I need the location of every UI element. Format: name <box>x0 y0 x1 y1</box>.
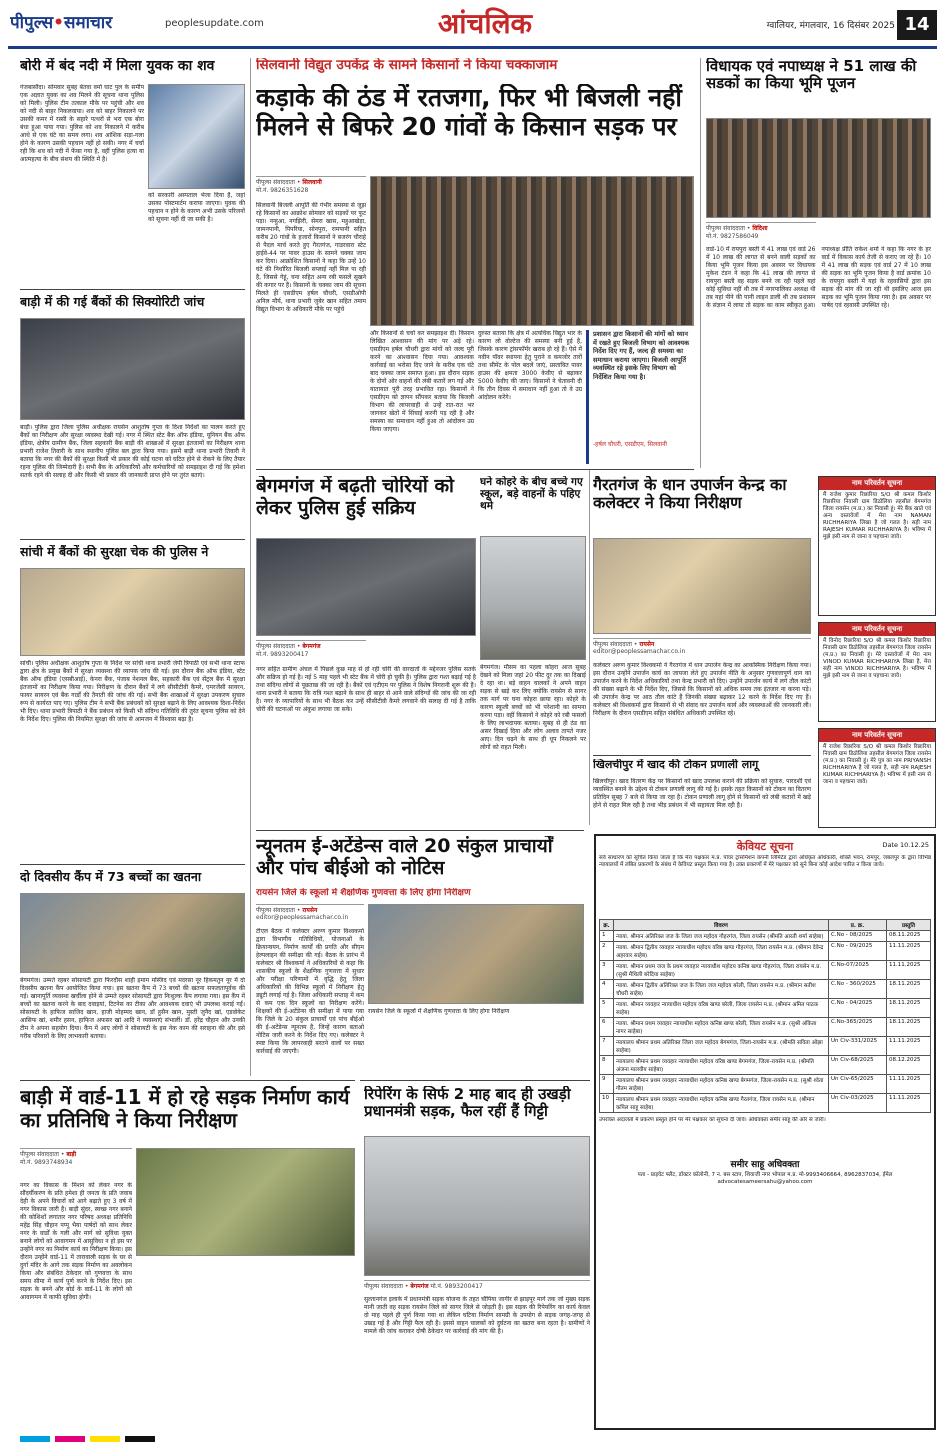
caveat-date: Date 10.12.25 <box>882 841 929 849</box>
credit-notice-email: editor@peoplessamachar.co.in <box>256 914 349 921</box>
caveat-intro: सर्व साधारण को सूचित किया जाता है कि मेरा पक्षकार म.प्र. पॉवर ट्रांसमिशन कंपनी लिमिटेड द्वारा अधिकृत अधिकारी, शक्ति भवन, रामपुर, जबलपुर के द्वारा विभिन्न न्यायालयों में लंबित प्रकरणों के संबंध में केवियट प्रस्तुत किया गया है। उक्त प्रकरणों में मेरे पक्षकार को सुने बिना कोई आदेश पारित न किया जावे। <box>599 855 931 868</box>
column-divider <box>700 58 701 468</box>
photo-meeting <box>368 904 584 1004</box>
caveat-cell-case: C.No-365/2025 <box>829 1018 887 1037</box>
story-banks-body: बाड़ी। पुलिस द्वारा जिला पुलिस अधीक्षक रायसेन आशुतोष गुप्ता के दिशा निर्देशों का पालन करते हुए बैंकों का निरीक्षण और सुरक्षा व्यवस्था देखी गई। नगर में स्थित स्टेट बैंक ऑफ इंडिया, यूनियन बैंक ऑफ इंडिया, क्षेत्रीय ग्रामीण बैंक, जिला सहकारी बैंक बाड़ी की शाखाओं में सुरक्षा इंतजामों का निरीक्षण थाना प्रभारी राजेश तिवारी के साथ स्थानीय पुलिस बल द्वारा किया गया। इसमें बाड़ी थाना प्रभारी तिवारी ने बताया कि नगर की बैंकों की सुरक्षा किसी भी प्रकार की कोई घटना को घटित होने से रोकने के लिए तैयार रहना पुलिस की जिम्मेदारी है। सभी बैंक के अधिकारियों और कर्मचारियों को समझाइश दी गई कि हमेशा सतर्क रहने की सलाह दी और किसी भी प्रकार की जानकारी प्राप्त होने पर तुरंत बताएं। <box>20 424 245 479</box>
credit-dhan-email: editor@peoplessamachar.co.in <box>593 648 686 655</box>
caveat-title: केवियट सूचना <box>736 840 794 853</box>
credit-pmgsy-name: पीपुल्स संवाददाता <box>364 1283 403 1290</box>
name-change-title-1: नाम परिवर्तन सूचना <box>819 477 935 490</box>
name-change-title-3: नाम परिवर्तन सूचना <box>819 729 935 742</box>
dateline: ग्वालियर, मंगलवार, 16 दिसंबर 2025 <box>766 21 895 31</box>
story-main-body1: सिलवानी बिजली आपूर्ति की गंभीर समस्या से जूझ रहे किसानों का आक्रोश सोमवार को सड़कों पर फूट पड़ा। नन्हुआ, नगझिरी, सेमरा खास, महुआखेड़ा, जामनपानी, पिपरिया, सोनपुरा, रामपानी सहित करीब 20 गांवों के हजारों किसानों ने बजरंग चौराहे से पैदल मार्च करते हुए गैरतगंज, गाडरवारा स्टेट हाईवे-44 पर पावर हाउस के सामने चक्का जाम कर दिया। आक्रोशित किसानों ने कहा कि उन्हें 10 घंटे की निर्धारित बिजली सप्लाई नहीं मिल पा रही है, जिससे गेहूं, चना सहित अन्य रबी फसलें सूखने की कगार पर हैं। किसानों के चक्का जाम की सूचना मिलते ही एसडीएम हर्षल चौधरी, एसडीओपी अनिल मौर्य, थाना प्रभारी जुबेर खान सहित तमाम विद्युत विभाग के अधिकारी मौके पर पहुंचे <box>256 202 366 313</box>
caveat-cell-date: 18.11.2025 <box>887 999 931 1018</box>
story-bori-body1: गंजबासौदा। सोमवार सुबह बेतवा वर्मा घाट पुल के समीप एक अज्ञात युवक का शव मिलने की सूचना थाना पुलिस को मिली। पुलिस टीम तत्काल मौके पर पहुंची और शव को नदी से बाहर निकलवाया। शव को बाहर निकालने पर उसकी कमर में रस्सी के सहारे पत्थरों से भरा एक बोरा बंधा हुआ पाया गया। पुलिस को शव निकालने में करीब आधे से एक घंटे का समय लगा। शव आंशिक सड़ा-गला होने के कारण उसकी पहचान नहीं हो सकी। नगर में चर्चा रही कि शव को नदी में फेंका गया है, वहीं पुलिस हत्या या आत्महत्या के बीच संशय की स्थिति में है। <box>20 84 144 163</box>
caveat-col-date: प्रस्तुति <box>887 920 931 931</box>
credit-bhoomi-mobile: मो.नं. 9827586049 <box>706 233 759 240</box>
headline-bhoomi: विधायक एवं नपाध्यक्ष ने 51 लाख की सडकों का किया भूमि पूजन <box>706 58 917 93</box>
name-change-body-1: मैं राजेश कुमार रिछारिया S/O श्री कमल किशोर रिछारिया निवासी ग्राम डिठोलिया तहसील बेगमगंज जिला रायसेन (म.प्र.) का निवासी हूं। मेरे बैंक खाते एवं अन्य दस्तावेजों में मेरा नाम NAMAN RICHHARIYA लिखा है जो गलत है। सही नाम RAJESH KUMAR RICHHARIYA है। भविष्य में मुझे इसी नाम से जाना व पहचाना जावे। <box>823 492 931 540</box>
caveat-cell-no: 5 <box>600 999 614 1018</box>
photo-river-body <box>148 84 245 189</box>
caveat-cell-case: Un Civ-03/2025 <box>829 1094 887 1113</box>
story-sadak-body: नगर का विकास के मिशन को लेकर नगर के सौंदर्यीकरण के प्रति हमेशा ही जनता के प्रति जवाब देही के अपने विचारों को आगे बढ़ाते हुए 3 वर्ष में नगर विकास जारी है। बाड़ी सुंदर, स्वच्छ नगर बनाने की कोशिशों लगातार नगर परिषद अध्यक्ष प्रतिनिधि महेंद्र सिंह चौहान पप्पू भैया पार्षदों को साथ लेकर नगर के वार्डों के गली और मार्ग को सुविधा युक्त बनाने लोगों को आवागमन में आसुविधा न हो इस पर उन्होंने नगर का निर्माण कार्य का निरीक्षण किया। इस दौरान उन्होंने वार्ड-11 में तारावाली सड़क के घर से दुर्गा मंदिर के आगे तक सड़क निर्माण का अवलोकन किया और संबंधित ठेकेदार को गुणवत्ता के साथ समय सीमा में कार्य पूर्ण करने के निर्देश दिए। इस सड़क के बनने और बोर्ड के वार्ड-11 के लोगों को आवागमन में काफी सुविधा होगी। <box>20 1182 132 1301</box>
headline-sadak: बाड़ी में वार्ड-11 में हो रहे सड़क निर्माण कार्य का प्रतिनिधि ने किया निरीक्षण <box>20 1086 350 1132</box>
story-bhoomi-body: वार्ड-10 में रायपुरा बस्ती में 41 लाख एवं वार्ड 26 में 10 लाख की लागत से बनने वाली सड़कों का किया भूमि पूजन किया इस अवसर पर विधायक मुकेश टंडन ने कहा कि 41 लाख की लागत से रायपुरा बस्ती वह सड़क बनने जा रही पहले यहां कोई सुविधा नहीं थी तब में नगरपालिका अध्यक्ष थी तब यहां पीने की पानी लाइन डाली थी तब प्रशासन के संज्ञान में लाया तो सड़क का काम स्वीकृत हुआ। नपाध्यक्ष प्रीति राकेश शर्मा ने कहा कि नगर के हर वार्ड में विकास कार्य तेजी से कराए जा रहे हैं। 10 में 41 लाख की सड़क एवं वार्ड 27 में 10 लाख की सड़क का भूमि पूजन किया है वार्ड क्रमांक 10 के रायपुरा बस्ती में यहां के रहवासियों द्वारा इस सड़क की मांग की जा रही थी इसलिए आज इस सड़क का भूमि पूजन किया गया है। इस अवसर पर पार्षद एवं रहवासी उपस्थित रहे। <box>706 246 931 309</box>
headline-dhan: गैरतगंज के धान उपार्जन केन्द्र का कलेक्टर ने किया निरीक्षण <box>593 476 787 513</box>
credit-main-place: सिलवानी <box>302 179 322 186</box>
caveat-cell-detail: न्यायालय श्रीमान प्रथम व्यवहार न्यायाधीश महोदय कनिष्ठ खण्ड गैरतगंज, जिला रायसेन म.प्र. (श्रीमान कपिल साहू साहेब) <box>614 1094 829 1113</box>
caveat-cell-detail: न्याया. श्रीमान प्रथम जज के प्रथम व्यवहार न्यायाधीश महोदय कनिष्ठ खण्ड गौहरगंज, जिला रायसेन म.प्र. (सुश्री मैथिली बरेदिया साहेबा) <box>614 961 829 980</box>
name-change-body-2: मैं विनोद रिछारिया S/O श्री कमल किशोर रिछारिया निवासी ग्राम डिठोलिया तहसील बेगमगंज जिला रायसेन (म.प्र.) का निवासी हूं। मेरे दस्तावेजों में मेरा नाम VINOD KUMAR RICHHARIYA लिखा है, मेरा सही नाम VINOD RICHHARIYA है। भविष्य में मुझे इसी नाम से जाना व पहचाना जावे। <box>823 638 931 679</box>
story-main-body3: दुरुस्त बताया कि क्षेत्र में अत्यधिक विद्युत भार के कारण लो वोल्टेज की समस्या बनी हुई है, जिसके कारण ट्रांसफॉर्मर खराब हो रहे हैं। ऐसे में नवीन पॉवर स्थापना हेतु पुराने व कमजोर तारों तथा सीमेंट के पोल बदले जाएं, प्रस्तावित पावर हाउस की क्षमता 3000 केवीए से बढ़ाकर 5000 केवीए की जाए। किसानों ने चेतावनी दी कि तीन दिवस में समाधान नहीं हुआ तो वे उग्र आंदोलन करेंगे। <box>478 330 582 401</box>
masthead-rule <box>8 46 937 49</box>
headline-khaad: खिलचीपुर में खाद की टोकन प्रणाली लागू <box>593 759 759 771</box>
caveat-cell-case: C.No - 08/2025 <box>829 931 887 942</box>
name-change-title-2: नाम परिवर्तन सूचना <box>819 623 935 636</box>
caveat-cell-date: 18.11.2025 <box>887 980 931 999</box>
caveat-cell-detail: न्याया. श्रीमान द्वितीय अतिरिक्त जज के जिला जज महोदय बरेली, जिला रायसेन म.प्र. (श्रीमान सतीश चौधरी साहेब) <box>614 980 829 999</box>
credit-dhan-name: पीपुल्स संवाददाता <box>593 641 632 648</box>
caveat-col-no: क्र. <box>600 920 614 931</box>
headline-bori: बोरी में बंद नदी में मिला युवक का शव <box>20 58 215 74</box>
masthead <box>0 0 945 48</box>
photo-fog <box>480 536 586 660</box>
kicker-main: सिलवानी विद्युत उपकेंद्र के सामने किसानों ने किया चक्काजाम <box>256 58 558 73</box>
column-divider <box>250 58 251 1076</box>
divider <box>256 469 694 470</box>
caveat-cell-date: 08.12.2025 <box>887 1056 931 1075</box>
story-chori-body: नगर सहित ग्रामीण अंचल में पिछले कुछ माह से हो रही चोरी की वारदातों के मद्देनजर पुलिस सतर्क और सक्रिय हो गई है। नई 5 माह पहले भी स्टेट बैंक में चोरी हो चुकी है। पुलिस द्वारा गश्त बढ़ाई गई है तथा संदिग्ध लोगों से पूछताछ की जा रही है। बैंकों एवं एटीएम पर पुलिस ने विशेष निगरानी शुरू की है। थाना प्रभारी ने बताया कि रात्रि गश्त बढ़ाने के साथ ही बाहर से आने वाले संदिग्धों की जांच की जा रही है। नगर के व्यापारियों के साथ भी बैठक कर उन्हें सीसीटीवी कैमरे लगवाने की सलाह दी गई है ताकि चोरी की घटनाओं पर अंकुश लगाया जा सके। <box>256 666 476 713</box>
caveat-table <box>599 919 931 1113</box>
caveat-cell-date: 18.11.2025 <box>887 1018 931 1037</box>
caveat-cell-case: Un Civ-65/2025 <box>829 1075 887 1094</box>
caveat-row <box>600 1056 931 1075</box>
caveat-footer: उपरोक्त अदालतों में प्रकरण प्रस्तुत होने पर मेरे पक्षकार को सूचना दी जावे। अधिवक्ता समीर साहू की ओर से जारी। <box>599 1117 826 1123</box>
credit-chori-name: पीपुल्स संवाददाता <box>256 643 295 650</box>
caveat-row <box>600 961 931 980</box>
caveat-cell-date: 11.11.2025 <box>887 942 931 961</box>
caveat-cell-no: 3 <box>600 961 614 980</box>
story-dhan-body: कलेक्टर अरुण कुमार विश्वकर्मा ने गैरतगंज में धान उपार्जन केन्द्र का आकस्मिक निरीक्षण किया गया। इस दौरान उन्होंने उपार्जन कार्य का जायजा लेते हुए उपार्जन नीति के अनुसार गुणवत्तापूर्ण धान का उपार्जन करने के निर्देश अधिकारियों तथा केन्द्र प्रभारी को दिए। उन्होंने उपार्जन कार्य में लगे तौल कांटों की संख्या बढ़ाने के भी निर्देश दिए, जिससे कि किसानों को अधिक समय तक इंतजार ना करना पड़े। श्री उपार्जन केन्द्र पर आठ तौल कांटे हैं जिनकी संख्या बढ़ाकर 12 करने के निर्देश दिए गए हैं। कलेक्टर श्री विश्वकर्मा द्वारा किसानों से भी संवाद कर उपार्जन कार्य और व्यवस्थाओं की जानकारी ली। निरीक्षण के दौरान एसडीएम सहित संबंधित अधिकारी उपस्थित रहे। <box>593 662 811 717</box>
credit-sadak-mobile: मो.नं. 9893748934 <box>20 1159 73 1166</box>
caveat-cell-case: Un Civ-331/2025 <box>829 1037 887 1056</box>
caveat-cell-case: C.No - 360/2025 <box>829 980 887 999</box>
photo-police <box>256 538 476 636</box>
story-notice-body-cont <box>368 1008 584 1076</box>
name-change-body-3: मैं राजेश रिछारिया S/O श्री कमल किशोर रिछारिया निवासी ग्राम डिठोलिया तहसील बेगमगंज जिला रायसेन (म.प्र.) का निवासी हूं। मेरे पुत्र का नाम PRIYANSH RICHHARIYA है जो गलत है, सही नाम RAJESH KUMAR RICHHARIYA है। भविष्य में इसी नाम से जाना व पहचाना जावे। <box>823 744 931 785</box>
caveat-cell-no: 7 <box>600 1037 614 1056</box>
credit-notice: पीपुल्स संवाददाता • रायसेन editor@peoplessamachar.co.in <box>256 904 364 926</box>
caveat-cell-date: 11.11.2025 <box>887 1037 931 1056</box>
caveat-row <box>600 980 931 999</box>
section-title: आंचलिक <box>437 7 533 40</box>
credit-chori-mobile: मो.नं. 9893200417 <box>256 651 309 658</box>
photo-dhan-inspection <box>593 538 811 634</box>
caveat-cell-detail: न्याया. श्रीमान व्यवहार न्यायाधीश महोदय वरिष्ठ खण्ड बरेली, जिला रायसेन म.प्र. (श्रीमान अमित पाठक साहेब) <box>614 999 829 1018</box>
brand-right: समाचार <box>63 13 113 33</box>
credit-chori: पीपुल्स संवाददाता • बेगमगंज मो.नं. 9893200417 <box>256 640 366 662</box>
divider <box>20 864 245 865</box>
headline-pmgsy: रिपेरिंग के सिर्फ 2 माह बाद ही उखड़ी प्रधानमंत्री सड़क, फैल रहीं हैं गिट्टी <box>364 1086 571 1121</box>
credit-pmgsy-mobile: मो.नं. 9893200417 <box>430 1283 483 1290</box>
caveat-notice <box>594 834 936 1430</box>
caveat-row <box>600 1094 931 1113</box>
caveat-cell-no: 4 <box>600 980 614 999</box>
caveat-cell-date: 11.11.2025 <box>887 961 931 980</box>
credit-sadak-name: पीपुल्स संवाददाता <box>20 1151 59 1158</box>
divider <box>20 1080 355 1081</box>
photo-sadak <box>136 1148 355 1256</box>
caveat-cell-date: 11.11.2025 <box>887 1075 931 1094</box>
caveat-col-case: प्र. क्र. <box>829 920 887 931</box>
credit-bhoomi-name: पीपुल्स संवाददाता <box>706 225 745 232</box>
headline-banks: बाड़ी में की गई बैंकों की सिक्योरिटी जांच <box>20 295 205 309</box>
caveat-cell-detail: न्याया. श्रीमान प्रथम व्यवहार न्यायाधीश महोदय कनिष्ठ खण्ड बरेली, जिला रायसेन म.प्र. (सुश्री अंकिता नागर साहेबा) <box>614 1018 829 1037</box>
credit-main-mobile: मो.नं. 9826351628 <box>256 187 309 194</box>
caveat-cell-date: 11.11.2025 <box>887 1094 931 1113</box>
caveat-cell-detail: न्यायालय श्रीमान प्रथम व्यवहार न्यायाधीश महोदय वरिष्ठ खण्ड बेगमगंज, जिला-रायसेन म.प्र. (श्रीमति अंजना मालवीय साहेबा) <box>614 1056 829 1075</box>
brand-left: पीपुल्स <box>10 13 54 33</box>
story-khaad-body: खिलचीपुर। खाद वितरण केंद्र पर किसानों को खाद उपलब्ध कराने की प्रक्रिया को सुचारु, पारदर्शी एवं व्यवस्थित बनाने के उद्देश्य से टोकन प्रणाली लागू की गई है। इसके तहत किसानों को टोकन का वितरण प्रतिदिन सुबह 7 बजे से किया जा रहा है। टोकन प्रणाली लागू होने से किसानों को लंबी कतारों में खड़े होने से राहत मिल रही है तथा भीड़ प्रबंधन में भी सहायता मिल रही है। <box>593 778 811 809</box>
name-change-notice-2 <box>818 622 936 722</box>
caveat-row <box>600 1018 931 1037</box>
caveat-cell-detail: न्यायालय श्रीमान प्रथम व्यवहार न्यायाधीश महोदय कनिष्ठ खण्ड बेगमगंज, जिला-रायसेन म.प्र. (सुश्री श्वेता गौतम साहेबा) <box>614 1075 829 1094</box>
credit-dhan: पीपुल्स संवाददाता • रायसेन editor@peoplessamachar.co.in <box>593 638 811 660</box>
photo-farmers-protest <box>370 176 694 326</box>
headline-camp: दो दिवसीय कैंप में 73 बच्चों का खतना <box>20 870 202 884</box>
caveat-col-detail: विवरण <box>614 920 829 931</box>
caveat-cell-no: 10 <box>600 1094 614 1113</box>
credit-dhan-place: रायसेन <box>639 641 655 648</box>
credit-main-name: पीपुल्स संवाददाता <box>256 179 295 186</box>
credit-bhoomi-place: विदिशा <box>752 225 768 232</box>
headline-notice: न्यूनतम ई-अटेंडेन्स वाले 20 संकुल प्राचार्यों और पांच बीईओ को नोटिस <box>256 836 553 879</box>
credit-notice-name: पीपुल्स संवाददाता <box>256 907 295 914</box>
story-bori-body2: को सरकारी अस्पताल भेजा दिया है, जहां उसका पोस्टमार्टम कराया जाएगा। युवक की पहचान न होने के कारण अभी उसके परिजनों को सूचना नहीं दी जा सकी है। <box>148 192 245 223</box>
headline-main: कड़ाके की ठंड में रतजगा, फिर भी बिजली नहीं मिलने से बिफरे 20 गांवों के किसान सड़क पर <box>256 84 682 141</box>
credit-main: पीपुल्स संवाददाता • सिलवानी मो.नं. 9826351628 <box>256 176 366 198</box>
name-change-notice-3 <box>818 728 936 828</box>
column-divider <box>589 470 590 825</box>
caveat-table-header <box>600 920 931 931</box>
credit-notice-place: रायसेन <box>302 907 318 914</box>
registration-marks <box>0 1434 945 1444</box>
divider <box>360 1080 590 1081</box>
subhead-notice: रायसेन जिले के स्कूलों में शैक्षणिक गुणवत्ता के लिए होगा निरीक्षण <box>256 888 471 898</box>
headline-sanchi: सांची में बैंकों की सुरक्षा चेक की पुलिस ने <box>20 545 209 559</box>
photo-bank-check <box>20 318 245 420</box>
caveat-row <box>600 1075 931 1094</box>
caveat-cell-detail: न्यायालय श्रीमान प्रथम अतिरिक्त जिला जज महोदय बेगमगंज, जिला-रायसेन म.प्र. (श्रीमति सविता ओझा साहेबा) <box>614 1037 829 1056</box>
photo-bhoomi-pujan <box>706 118 931 218</box>
story-camp-body: बेगमगंज। उम्मते रहबर सोसायटी द्वारा फिरदौस शाही इमाम मस्जिद एवं मदरसा नूर हिकमतुन नूर में दो दिवसीय खतना कैंप आयोजित किया गया। इस खतना कैंप में 73 बच्चों की खतना सफलतापूर्वक की गई। खानापूर्ति व्यवस्था खर्चीला होने से उम्मते रहबर सोसायटी द्वारा निःशुल्क कैंप लगाया गया। इस कैंप में बच्चों का खतना करने के बाद दवाइयां, टिटनेस का टीका और आवश्यक दवाएं भी उपलब्ध कराई गईं। सोसायटी के हाफिज साजिद खान, हाजी मोहम्मद खान, डॉ हुसैन खान, मुस्ती जुनैद खां, एडवोकेट आसिफ खां, शमीर हसन, हाफिज अफसर खां आदि ने व्यवस्थाएं संभालीं। डॉ. हरेंद्र चौहान और उनकी टीम ने अपना सहयोग दिया। कैंप में आए लोगों ने सोसायटी के इस नेक काम की सराहना की और इसे गरीब परिवारों के लिए लाभकारी बताया। <box>20 977 245 1040</box>
credit-sadak-place: बाड़ी <box>66 1151 77 1158</box>
caveat-cell-case: Un Civ-68/2025 <box>829 1056 887 1075</box>
quote-text: प्रशासन द्वारा किसानों की मांगों को ध्यान में रखते हुए बिजली विभाग को आवश्यक निर्देश दिए गए हैं, जल्द ही समस्या का समाधान कराया जाएगा। बिजली आपूर्ति व्यवस्थित रहे इसके लिए विभाग को निर्देशित किया गया है। <box>593 330 690 381</box>
caveat-cell-no: 1 <box>600 931 614 942</box>
headline-chori: बेगमगंज में बढ़ती चोरियों को लेकर पुलिस हुई सक्रिय <box>256 476 454 519</box>
photo-camp <box>20 893 245 973</box>
caveat-row <box>600 931 931 942</box>
page-number: 14 <box>897 10 937 40</box>
quote-box <box>586 330 694 464</box>
headline-fog: घने कोहरे के बीच बच्चे गए स्कूल, बड़े वाहनों के पहिए थमे <box>480 476 583 513</box>
website[interactable]: peoplesupdate.com <box>165 18 264 29</box>
caveat-row <box>600 1037 931 1056</box>
caveat-address: पता - प्राइवेट फ्लैट, डॉक्टर कॉलोनी, 7 न. बस स्टाप, शिवाजी नगर भोपाल म.प्र. मो-9993406664, 8962837034, ईमेल advocatesameersahu@yahoo.com <box>637 1172 893 1185</box>
credit-chori-place: बेगमगंज <box>302 643 321 650</box>
caveat-cell-detail: न्याया. श्रीमान द्वितीय व्यवहार न्यायाधीश महोदय वरिष्ठ खण्ड गौहरगंज, जिला रायसेन म.प्र. (श्रीमान देवेन्द्र अहरवार साहेब) <box>614 942 829 961</box>
caveat-cell-case: C.No - 04/2025 <box>829 999 887 1018</box>
story-notice-body: टीएल बैठक में कलेक्टर अरुण कुमार विश्वकर्मा द्वारा विभागीय गतिविधियों, योजनाओं के क्रियान्वयन, निर्माण कार्यों की प्रगति और सीएम हेल्पलाइन की समीक्षा की गई। बैठक के प्रारंभ में कलेक्टर श्री विश्वकर्मा ने अधिकारियों से कहा कि शासकीय स्कूलों के शैक्षणिक गुणवत्ता में सुधार और परीक्षा परिणामों में वृद्धि हेतु जिला अधिकारियों की विभिन्न स्कूलों में निरीक्षण हेतु ड्यूटी लगाई गई है। जिला अधिकारी सप्ताह में कम से कम एक दिन स्कूलों का निरीक्षण करेंगे। शिक्षकों की ई-अटेंडेन्स की समीक्षा में पाया गया कि जिले के 20 संकुल प्राचार्यों एवं पांच बीईओ की ई-अटेंडेन्स न्यूनतम है, जिन्हें कारण बताओ नोटिस जारी करने के निर्देश दिए गए। कलेक्टर ने स्पष्ट किया कि लापरवाही बरतने वालों पर सख्त कार्रवाई की जाएगी। <box>256 928 364 1055</box>
story-pmgsy-body: सुल्तानगंज इलाके में प्रधानमंत्री सड़क योजना के तहत चौपिया जागीर से झाड़पुर मार्ग तक जो मुख्य सड़क मानी जाती वह सड़क रायसेन जिले को सागर जिले से जोड़ती है। इस सड़क की रिपेयरिंग का कार्य केवल दो माह पहले ही पूर्ण किया गया था लेकिन घटिया निर्माण सामग्री के उपयोग से सड़क जगह-जगह से उखड़ गई है और गिट्टी फैल रही है। इससे वाहन चालकों को दुर्घटना का खतरा बना रहता है। ग्रामीणों ने मामले की जांच कराकर दोषी ठेकेदार पर कार्रवाई की मांग की है। <box>364 1296 590 1335</box>
divider <box>256 830 584 831</box>
caveat-cell-case: C.No-07/2025 <box>829 961 887 980</box>
caveat-cell-detail: न्याया. श्रीमान अतिरिक्त जज के जिला जज महोदय गौहरगंज, जिला रायसेन (श्रीमति आरती शर्मा साहेबा) <box>614 931 829 942</box>
story-main-body2: और किसानों से चर्चा कर समझाइश दी। किसान लिखित आश्वासन की मांग पर अड़े रहे। एसडीएम हर्षल चौधरी द्वारा मांगों को जल्द पूरी करने का आश्वासन दिया गया। आवश्यक कार्रवाई का भरोसा दिए जाने के करीब एक घंटे बाद चक्का जाम समाप्त हुआ। इस दौरान सड़क के दोनों ओर वाहनों की लंबी कतारें लग गई और यातायात पूरी तरह प्रभावित रहा। किसानों ने एसडीएम को ज्ञापन सौंपकर बताया कि बिजली विभाग की लापरवाही से उन्हें रात-रात भर जागकर खेतों में सिंचाई करनी पड़ रही है और समस्या का समाधान नहीं हुआ तो आंदोलन उग्र किया जाएगा। <box>370 330 474 433</box>
caveat-cell-no: 2 <box>600 942 614 961</box>
divider <box>20 289 245 290</box>
caveat-cell-no: 8 <box>600 1056 614 1075</box>
caveat-cell-no: 6 <box>600 1018 614 1037</box>
divider <box>593 755 811 756</box>
name-change-notice-1 <box>818 476 936 616</box>
photo-sanchi-bank <box>20 568 245 656</box>
caveat-row <box>600 942 931 961</box>
story-sanchi-body: सांची। पुलिस अधीक्षक आशुतोष गुप्ता के निर्देश पर सांची थाना प्रभारी जेपी त्रिपाठी एवं सभी थाना स्टाफ द्वारा क्षेत्र के प्रमुख बैंकों में सुरक्षा व्यवस्था की व्यापक जांच की गई। इस दौरान बैंक ऑफ इंडिया, स्टेट बैंक ऑफ इंडिया (एसबीआई), केनरा बैंक, पंजाब नेशनल बैंक, सहकारी बैंक एवं सेंट्रल बैंक में सुरक्षा इंतजामों का निरीक्षण किया गया। निरीक्षण के दौरान बैंकों में लगे सीसीटीवी कैमरे, एमरजेंसी सायरन, फायर सायरन एवं बैंक गार्डों की तैनाती की जांच की गई। सभी बैंक शाखाओं में सुरक्षा उपकरण सुचारु रूप से कार्यरत पाए गए। पुलिस टीम ने सभी बैंक प्रबंधकों को सुरक्षा बढ़ाने के लिए आवश्यक दिशा-निर्देश भी दिए। थाना प्रभारी त्रिपाठी ने बैंक प्रबंधन को किसी भी संदिग्ध गतिविधि की तुरंत सूचना पुलिस को देने के निर्देश दिए। पुलिस की नियमित सुरक्षा की जांच से आमजन में विश्वास बढ़ा है। <box>20 660 245 723</box>
quote-author: -हर्षल चौधरी, एसडीएम, सिलवानी <box>593 441 667 448</box>
caveat-cell-case: C.No - 09/2025 <box>829 942 887 961</box>
caveat-cell-date: 08.11.2025 <box>887 931 931 942</box>
credit-bhoomi: पीपुल्स संवाददाता • विदिशा मो.नं. 9827586049 <box>706 222 816 244</box>
credit-sadak: पीपुल्स संवाददाता • बाड़ी मो.नं. 9893748934 <box>20 1148 132 1178</box>
photo-road <box>364 1136 590 1276</box>
brand-logo[interactable]: पीपुल्स•समाचार <box>10 13 113 33</box>
credit-pmgsy: पीपुल्स संवाददाता • बेगमगंज मो.नं. 9893200417 <box>364 1280 590 1292</box>
story-notice-body-continued: रायसेन जिले के स्कूलों में शैक्षणिक गुणवत्ता के लिए होगा निरीक्षण <box>368 1008 510 1015</box>
caveat-signatory: समीर साहू अधिवक्ता <box>730 1160 800 1170</box>
caveat-row <box>600 999 931 1018</box>
story-fog-body: बेगमगंज। मौसम का पहला कोहरा आज सुबह देखने को मिला जहां 20 फीट दूर तक का दिखाई दे रहा था। बड़े वाहन चालकों ने अपने वाहन सड़क से खड़े कर लिए क्योंकि रायसेन से सागर तक मार्ग पर घना कोहरा छाया रहा। कोहरे के कारण स्कूली बच्चों को भी परेशानी का सामना करना पड़ा। वहीं किसानों ने कोहरे को रबी फसलों के लिए लाभदायक बताया। सुबह से ही ठंड का असर दिखाई दिया और लोग अलाव तापते नजर आए। दिन चढ़ने के साथ ही धूप निकलने पर लोगों को राहत मिली। <box>480 664 586 751</box>
credit-pmgsy-place: बेगमगंज <box>410 1283 429 1290</box>
divider <box>20 539 245 540</box>
caveat-cell-no: 9 <box>600 1075 614 1094</box>
